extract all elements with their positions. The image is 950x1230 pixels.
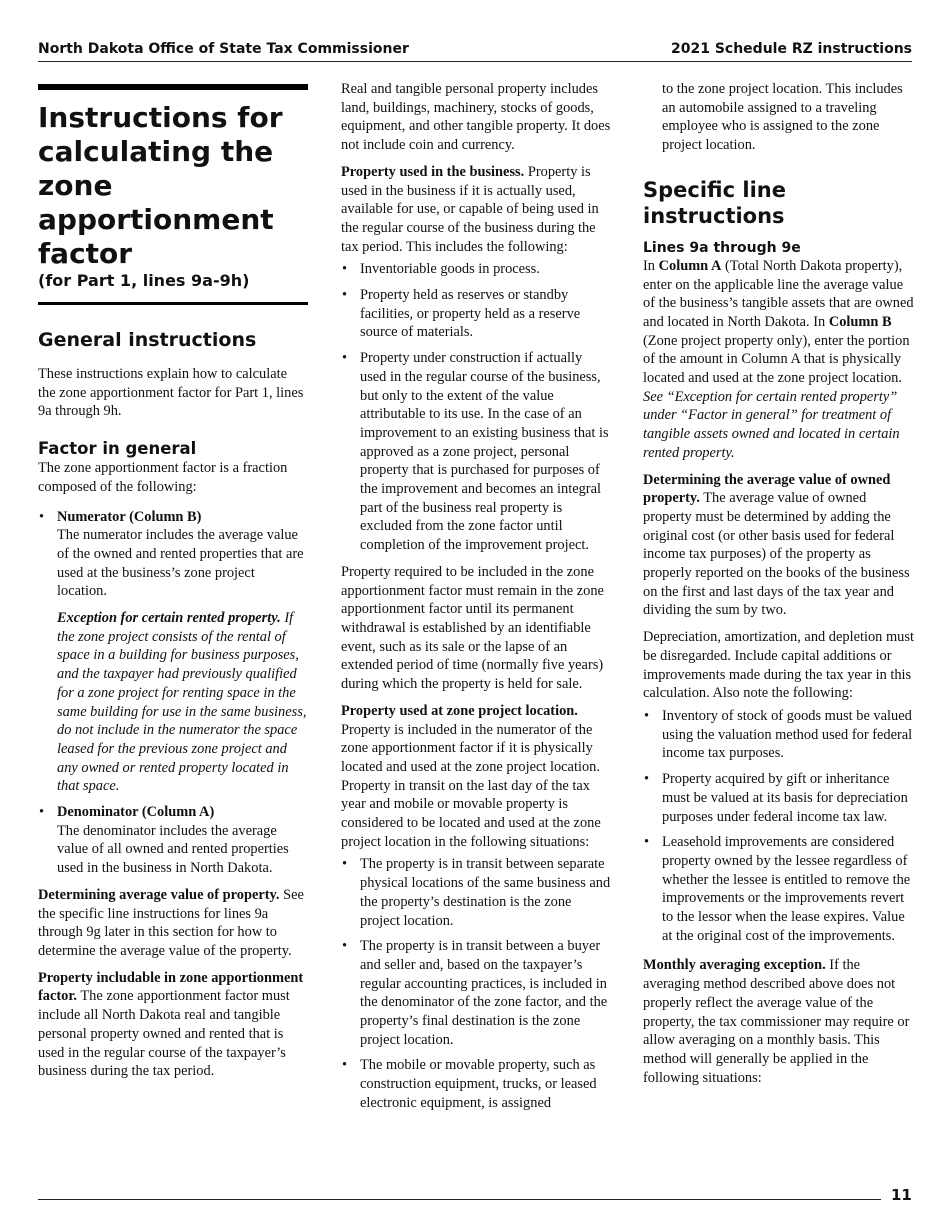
denominator-text: The denominator includes the average value of all owned and rented properties used in the business in North Dakota.: [57, 822, 289, 877]
column-1: [38, 80, 308, 1089]
list-item: • Property acquired by gift or inheritance must be valued at its basis for depreciation purposes under federal income tax law.: [643, 770, 916, 826]
general-instructions-heading: General instructions: [38, 329, 257, 351]
list-item: [38, 803, 308, 878]
list-item: • The mobile or movable property, such as construction equipment, trucks, or leased electronic equipment, is assigned: [341, 1056, 611, 1112]
lines-text-1: In: [643, 257, 655, 274]
real-property-text: Real and tangible personal property includes land, buildings, machinery, stocks of goods, equipment, and other tangible property. It does not include coin and currency.: [341, 81, 611, 154]
exception-text: If the zone project consists of the rental of space in a building for business purposes, and the taxpayer had previously qualified for a zone project for renting space in the same building for use in the same business, do not include in the numerator the space leased for the previous zone project and any owned or rented property located in that space.: [57, 610, 307, 795]
denominator-label: Denominator (Column A): [57, 804, 215, 821]
includable-text: The zone apportionment factor must include all North Dakota real and tangible personal property owned and rented that is used in the regular course of the taxpayer’s business during the tax period.: [38, 988, 290, 1080]
includable-label: Property includable in zone apportionment factor.: [38, 969, 304, 1005]
monthly-averaging-paragraph: [643, 956, 916, 1087]
list-item: • Leasehold improvements are considered property owned by the lessee regardless of whether the lessee is entitled to remove the improvements or the improvements revert to the lessor when the lease expires. Value at the original cost of the improvements.: [643, 833, 916, 945]
owned-property-label: Determining the average value of owned property.: [643, 471, 891, 507]
list-item: • The property is in transit between separate physical locations of the same business and the property’s destination is the zone project location.: [341, 855, 611, 930]
monthly-averaging-text: If the averaging method described above does not properly reflect the average value of the property, the tax commissioner may require or allow averaging on a monthly basis. This method will generally be applied in the following situations:: [643, 957, 910, 1086]
used-in-business-paragraph: [341, 163, 611, 257]
lines-text-2: (Total North Dakota property), enter on the applicable line the average value of the business’s tangible assets that are owned and located in North Dakota. In: [643, 257, 914, 330]
footer-rule: [38, 1199, 881, 1200]
used-in-business-list: [341, 260, 611, 555]
list-item: • The property is in transit between a buyer and seller and, based on the taxpayer’s regular accounting practices, is included in the denominator of the zone factor, and the property’s final destination is the zone project location.: [341, 937, 611, 1049]
used-in-business-label: Property used in the business.: [341, 163, 525, 180]
lines-see-note: See “Exception for certain rented property” under “Factor in general” for treatment of tangible assets owned and located in certain rented property.: [643, 388, 900, 461]
title-bottom-rule: [38, 302, 308, 305]
factor-components-list: [38, 508, 308, 878]
average-value-paragraph: [38, 886, 308, 961]
column-b-label: Column B: [828, 313, 892, 330]
lines-text-3: (Zone project property only), enter the portion of the amount in Column A that is physically located and used at the zone project location.: [643, 332, 910, 387]
header-agency: North Dakota Office of State Tax Commissioner: [38, 41, 409, 57]
column-3: [643, 80, 916, 1095]
header-document-title: 2021 Schedule RZ instructions: [670, 41, 912, 57]
zone-location-label: Property used at zone project location.: [341, 702, 578, 719]
list-item: • Inventory of stock of goods must be valued using the valuation method used for federal income tax purposes.: [643, 707, 916, 763]
valuation-notes-list: [643, 707, 916, 945]
numerator-label: Numerator (Column B): [57, 508, 202, 525]
numerator-text: The numerator includes the average value of the owned and rented properties that are used at the business’s zone project location.: [57, 527, 304, 600]
monthly-averaging-label: Monthly averaging exception.: [643, 957, 826, 974]
list-item: • Property under construction if actually used in the regular course of the business, but only to the extent of the value attributable to its use. In the case of an improvement to an existing business that is approved as a zone project, personal property that is purchased for purposes of the improvement and becomes an integral part of the business real property is excluded from the zone factor until completion of the improvement project.: [341, 349, 611, 555]
depreciation-text: Depreciation, amortization, and depletion must be disregarded. Include capital additions or improvements made during the tax year in this calculation. Also note the following:: [643, 629, 914, 702]
column-2: [341, 80, 611, 1121]
zone-location-list: [341, 855, 611, 1112]
owned-property-paragraph: [643, 471, 916, 621]
factor-in-general-heading: Factor in general: [38, 439, 197, 459]
continued-bullet-text: to the zone project location. This includes an automobile assigned to a traveling employee who is assigned to the zone project location.: [662, 81, 903, 154]
used-in-business-text: Property is used in the business if it is actually used, available for use, or capable of being used in the regular course of the business during the tax period. This includes the following:: [341, 163, 599, 255]
general-instructions-text: These instructions explain how to calculate the zone apportionment factor for Part 1, lines 9a through 9h.: [38, 366, 304, 420]
average-value-text: See the specific line instructions for lines 9a through 9g later in this section for how to determine the average value of the property.: [38, 886, 304, 959]
required-inclusion-text: Property required to be included in the zone apportionment factor must remain in the zone apportionment factor until its permanent withdrawal is established by an identifiable event, such as its sale or the lapse of an extended period of time (normally five years) during which the property is held for sale.: [341, 563, 604, 693]
owned-property-text: The average value of owned property must be determined by adding the original cost (or other basis used for federal income tax purposes) of the property as properly reported on the books of the business on the first and last days of the tax year and dividing the sum by two.: [643, 490, 910, 619]
zone-location-paragraph: [341, 702, 611, 852]
column-a-label: Column A: [658, 257, 722, 274]
zone-location-text: Property is included in the numerator of the zone apportionment factor if it is physically located and used at the zone project location. Property in transit on the last day of the tax year and mobile or movable property is considered to be located and used at the zone project location in the following situations:: [341, 721, 601, 850]
average-value-label: Determining average value of property.: [38, 886, 280, 903]
page-subtitle: (for Part 1, lines 9a-9h): [38, 271, 250, 290]
page-number: 11: [891, 1186, 912, 1204]
title-top-rule: [38, 84, 308, 90]
list-item: • Inventoriable goods in process.: [341, 260, 611, 279]
list-item: [38, 508, 308, 797]
factor-in-general-text: The zone apportionment factor is a fraction composed of the following:: [38, 460, 288, 495]
list-item: • Property held as reserves or standby facilities, or property held as a reserve source of materials.: [341, 286, 611, 342]
page-title: Instructions for calculating the zone apportionment factor: [38, 101, 283, 270]
lines-9a-9e-paragraph: [643, 257, 916, 463]
lines-9a-9e-heading: Lines 9a through 9e: [643, 239, 801, 256]
page-header: [38, 41, 912, 62]
specific-line-instructions-heading: Specific line instructions: [643, 177, 786, 228]
includable-paragraph: [38, 969, 308, 1081]
exception-label: Exception for certain rented property.: [57, 610, 281, 627]
exception-paragraph: [57, 609, 308, 796]
